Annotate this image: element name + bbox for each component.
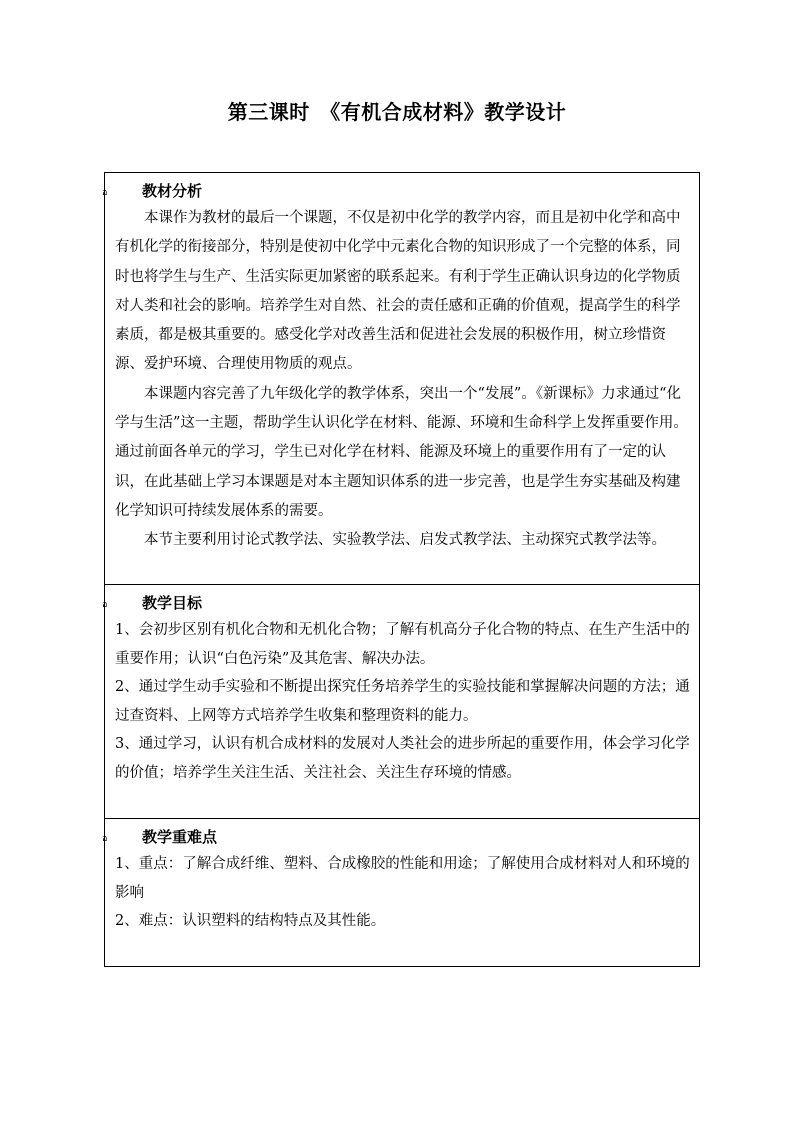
section-heading: 教学目标	[142, 594, 203, 612]
paragraph: 2、难点：认识塑料的结构特点及其性能。	[115, 913, 386, 929]
page-title: 第三课时 《有机合成材料》教学设计	[227, 100, 567, 124]
section-heading: 教材分析	[142, 182, 203, 200]
section-key-difficult-points	[102, 819, 699, 966]
lesson-plan-table	[104, 172, 700, 967]
section-teaching-objectives	[102, 585, 699, 819]
paragraph: 2、通过学生动手实验和不断提出探究任务培养学生的实验技能和掌握解决问题的方法；通过查资料、上网等方式培养学生收集和整理资料的能力。	[115, 679, 690, 724]
paragraph: 本课题内容完善了九年级化学的教学体系，突出一个“发展”。《新课标》力求通过“化学与生活”这一主题，帮助学生认识化学在材料、能源、环境和生命科学上发挥重要作用。通过前面各单元的学习，学生已对化学在材料、能源及环境上的重要作用有了一定的认识，在此基础上学习本课题是对本主题知识体系的进一步完善，也是学生夯实基础及构建化学知识可持续发展体系的需要。	[115, 385, 688, 519]
paragraph: 本课作为教材的最后一个课题，不仅是初中化学的教学内容，而且是初中化学和高中有机化学的衔接部分，特别是使初中化学中元素化合物的知识形成了一个完整的体系，同时也将学生与生产、生活实际更加紧密的联系起来。有利于学生正确认识身边的化学物质对人类和社会的影响。培养学生对自然、社会的责任感和正确的价值观，提高学生的科学素质，都是极其重要的。感受化学对改善生活和促进社会发展的积极作用，树立珍惜资源、爱护环境、合理使用物质的观点。	[115, 210, 681, 373]
section-textbook-analysis	[102, 173, 699, 585]
paragraph: 1、重点：了解合成纤维、塑料、合成橡胶的性能和用途；了解使用合成材料对人和环境的影响	[115, 856, 690, 901]
bullet-marker-icon: อ	[102, 188, 108, 198]
bullet-marker-icon: อ	[102, 600, 108, 610]
paragraph: 本节主要利用讨论式教学法、实验教学法、启发式教学法、主动探究式教学法等。	[144, 532, 666, 549]
section-heading: 教学重难点	[142, 828, 218, 846]
paragraph: 3、通过学习，认识有机合成材料的发展对人类社会的进步所起的重要作用，体会学习化学的价值；培养学生关注生活、关注社会、关注生存环境的情感。	[115, 736, 690, 781]
bullet-marker-icon: อ	[102, 834, 108, 844]
paragraph: 1、会初步区别有机化合物和无机化合物；了解有机高分子化合物的特点、在生产生活中的重要作用；认识“白色污染”及其危害、解决办法。	[115, 622, 690, 667]
